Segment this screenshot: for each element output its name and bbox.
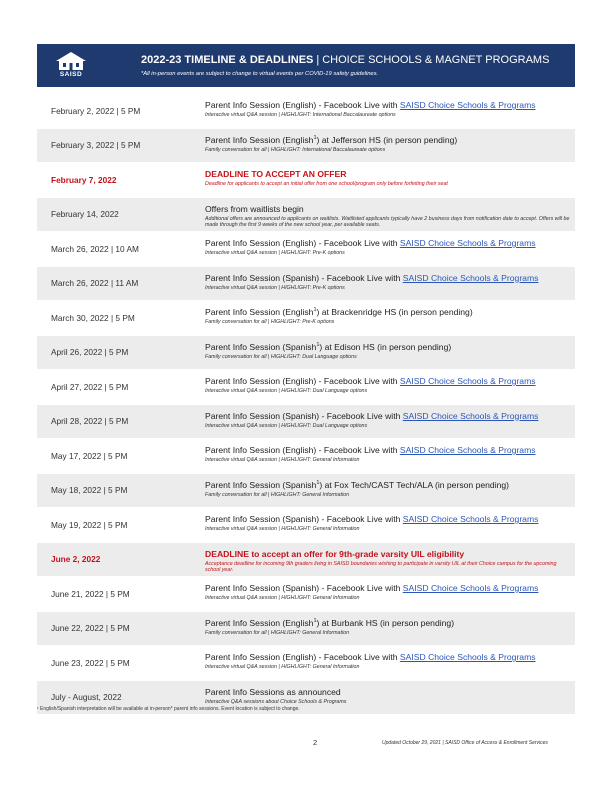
row-date: June 23, 2022 | 5 PM: [51, 657, 130, 668]
event-title-text: Parent Info Session (English) - Facebook Live with: [205, 445, 400, 455]
event-title: [205, 583, 571, 593]
timeline-row: [37, 198, 575, 233]
event-title-suffix: ) at Burbank HS (in person pending): [316, 617, 455, 628]
row-date: April 27, 2022 | 5 PM: [51, 381, 129, 392]
event-title-text: Parent Info Session (Spanish) - Facebook Live with: [205, 583, 403, 593]
row-event: [205, 135, 571, 154]
event-title: [205, 135, 571, 145]
event-description: Interactive virtual Q&A session | HIGHLIGHT: Pre-K options: [205, 250, 345, 256]
row-date: June 2, 2022: [51, 554, 101, 565]
choice-programs-link[interactable]: SAISD Choice Schools & Programs: [399, 376, 536, 386]
event-title: [205, 514, 571, 524]
footnote: ¹ English/Spanish interpretation will be available at in-person* parent info sessions. Event location is subject to change.: [37, 706, 300, 712]
event-title: [205, 204, 571, 214]
event-title-text: Parent Info Session (Spanish: [205, 341, 317, 352]
event-description: Family conversation for all | HIGHLIGHT: Dual Language options: [205, 353, 357, 360]
event-title-suffix: ) at Edison HS (in person pending): [319, 341, 452, 352]
event-title: [205, 376, 571, 386]
row-event: [205, 583, 571, 602]
event-title: [205, 100, 571, 110]
event-title: [205, 342, 571, 352]
timeline-row: [37, 267, 575, 302]
event-title-text: Parent Info Sessions as announced: [205, 686, 341, 697]
event-title-text: Parent Info Session (Spanish) - Facebook Live with: [205, 272, 403, 283]
row-date: February 3, 2022 | 5 PM: [51, 140, 141, 151]
title-rest: CHOICE SCHOOLS & MAGNET PROGRAMS: [322, 54, 550, 66]
timeline-row: [37, 439, 575, 474]
row-date: March 26, 2022 | 11 AM: [51, 278, 139, 289]
event-description: Interactive virtual Q&A session | HIGHLIGHT: General Information: [205, 457, 360, 463]
row-event: [205, 687, 571, 706]
row-event: [205, 411, 571, 430]
event-title: [205, 238, 571, 248]
timeline-row: [37, 94, 575, 129]
row-date: May 17, 2022 | 5 PM: [51, 450, 128, 461]
event-title-text: Parent Info Session (English) - Facebook Live with: [205, 376, 400, 386]
row-event: [205, 238, 571, 257]
timeline-row: [37, 336, 575, 371]
event-title: [205, 652, 571, 662]
row-event: [205, 100, 571, 119]
event-title: [205, 307, 571, 317]
timeline-row: [37, 301, 575, 336]
row-date: April 26, 2022 | 5 PM: [51, 347, 129, 358]
event-title-text: Offers from waitlists begin: [205, 203, 304, 214]
event-description: Interactive virtual Q&A session | HIGHLIGHT: Dual Language options: [205, 388, 368, 394]
timeline-row: [37, 405, 575, 440]
row-event: [205, 169, 571, 188]
event-title-text: Parent Info Session (English) - Facebook Live with: [205, 238, 400, 248]
row-event: [205, 376, 571, 395]
timeline-row: [37, 474, 575, 509]
row-date: February 2, 2022 | 5 PM: [51, 105, 141, 116]
event-description: Acceptance deadline for incoming 9th graders living in SAISD boundaries wishing to participate in varsity UIL at their Choice campus for the upcoming school year.: [205, 560, 557, 574]
saisd-logo: [51, 50, 91, 82]
event-title: [205, 273, 571, 283]
footnote-marker: 1: [313, 617, 317, 624]
title-bold: 2022-23 TIMELINE & DEADLINES: [141, 54, 314, 66]
choice-programs-link[interactable]: SAISD Choice Schools & Programs: [399, 100, 536, 110]
updated-note: Updated October 29, 2021 | SAISD Office of Access & Enrollment Services: [382, 740, 548, 746]
row-date: March 30, 2022 | 5 PM: [51, 312, 135, 323]
row-event: [205, 342, 571, 361]
row-date: March 26, 2022 | 10 AM: [51, 243, 139, 254]
row-event: [205, 204, 571, 229]
row-date: May 19, 2022 | 5 PM: [51, 519, 128, 530]
event-description: Family conversation for all | HIGHLIGHT: General Information: [205, 491, 350, 498]
row-event: [205, 618, 571, 637]
event-title-text: Parent Info Session (English: [205, 307, 314, 317]
event-description: Interactive virtual Q&A session | HIGHLIGHT: Dual Language options: [205, 422, 368, 429]
event-title-suffix: ) at Fox Tech/CAST Tech/ALA (in person pending): [319, 479, 510, 490]
page-header: [37, 44, 575, 87]
row-date: February 14, 2022: [51, 209, 119, 220]
row-date: April 28, 2022 | 5 PM: [51, 416, 129, 427]
event-description: Family conversation for all | HIGHLIGHT: International Baccalaureate options: [205, 146, 386, 153]
row-event: [205, 445, 571, 464]
event-title: [205, 445, 571, 455]
row-date: June 21, 2022 | 5 PM: [51, 588, 130, 599]
timeline-row: [37, 129, 575, 164]
timeline-row: [37, 508, 575, 543]
row-event: [205, 273, 571, 292]
row-event: [205, 514, 571, 533]
event-description: Interactive virtual Q&A session | HIGHLIGHT: International Baccalaureate options: [205, 112, 396, 118]
choice-programs-link[interactable]: SAISD Choice Schools & Programs: [402, 583, 539, 593]
timeline-row: [37, 612, 575, 647]
header-subtitle: *All in-person events are subject to change to virtual events per COVID-19 safety guidelines.: [141, 71, 379, 77]
row-date: February 7, 2022: [51, 174, 117, 185]
event-description: Interactive virtual Q&A session | HIGHLIGHT: Pre-K options: [205, 284, 345, 291]
event-title-text: Parent Info Session (English: [205, 617, 314, 628]
event-title-text: Parent Info Session (Spanish) - Facebook Live with: [205, 410, 403, 421]
timeline-row: [37, 577, 575, 612]
timeline-table: [37, 94, 575, 715]
title-separator: |: [316, 54, 320, 66]
footnote-marker: 1: [316, 479, 320, 486]
event-title: [205, 618, 571, 628]
deadline-row: [37, 163, 575, 198]
choice-programs-link[interactable]: SAISD Choice Schools & Programs: [402, 410, 539, 421]
event-title-text: Parent Info Session (English) - Facebook Live with: [205, 100, 400, 110]
event-title-suffix: ) at Brackenridge HS (in person pending): [316, 307, 473, 317]
page-number: 2: [313, 738, 318, 747]
page-title: [141, 54, 549, 66]
footnote-marker: 1: [313, 307, 317, 314]
footnote-marker: 1: [316, 341, 320, 348]
event-title-text: DEADLINE to accept an offer for 9th-grade varsity UIL eligibility: [205, 548, 465, 559]
row-date: July - August, 2022: [51, 692, 122, 703]
event-title: [205, 549, 571, 559]
event-description: Interactive virtual Q&A session | HIGHLIGHT: General Information: [205, 526, 360, 532]
event-title-text: Parent Info Session (English) - Facebook Live with: [205, 652, 400, 662]
row-event: [205, 652, 571, 671]
row-event: [205, 549, 571, 574]
event-description: Interactive virtual Q&A session | HIGHLIGHT: General Information: [205, 664, 360, 670]
timeline-row: [37, 646, 575, 681]
event-description: Family conversation for all | HIGHLIGHT: Pre-K options: [205, 319, 335, 325]
footnote-marker: 1: [313, 134, 317, 141]
event-description: Interactive Q&A sessions about Choice Schools & Programs: [205, 698, 347, 705]
timeline-row: [37, 232, 575, 267]
event-title: [205, 480, 571, 490]
event-title-suffix: ) at Jefferson HS (in person pending): [316, 134, 458, 145]
event-title-text: DEADLINE TO ACCEPT AN OFFER: [205, 169, 347, 179]
event-title-text: Parent Info Session (English: [205, 134, 314, 145]
row-date: May 18, 2022 | 5 PM: [51, 485, 128, 496]
row-event: [205, 480, 571, 499]
event-description: Family conversation for all | HIGHLIGHT: General Information: [205, 629, 350, 636]
event-title: [205, 411, 571, 421]
choice-programs-link[interactable]: SAISD Choice Schools & Programs: [402, 514, 539, 524]
choice-programs-link[interactable]: SAISD Choice Schools & Programs: [399, 238, 536, 248]
schoolhouse-icon: [51, 50, 91, 72]
event-description: Deadline for applicants to accept an initial offer from one school/program only before forfeiting their seat: [205, 181, 448, 187]
timeline-row: [37, 370, 575, 405]
logo-text: SAISD: [59, 71, 83, 78]
deadline-row: [37, 543, 575, 578]
choice-programs-link[interactable]: SAISD Choice Schools & Programs: [402, 272, 539, 283]
event-description: Interactive virtual Q&A session | HIGHLIGHT: General Information: [205, 595, 360, 601]
event-description: Additional offers are announced to applicants on waitlists. Waitlisted applicants typically have 2 business days from notification date to accept. Offers will be made through the first 9 weeks of the new school year, per available seats.: [205, 215, 570, 229]
event-title-text: Parent Info Session (Spanish: [205, 479, 317, 490]
event-title-text: Parent Info Session (Spanish) - Facebook Live with: [205, 514, 403, 524]
row-event: [205, 307, 571, 326]
event-title: [205, 169, 571, 179]
event-title: [205, 687, 571, 697]
choice-programs-link[interactable]: SAISD Choice Schools & Programs: [399, 652, 536, 662]
choice-programs-link[interactable]: SAISD Choice Schools & Programs: [399, 445, 536, 455]
row-date: June 22, 2022 | 5 PM: [51, 623, 130, 634]
